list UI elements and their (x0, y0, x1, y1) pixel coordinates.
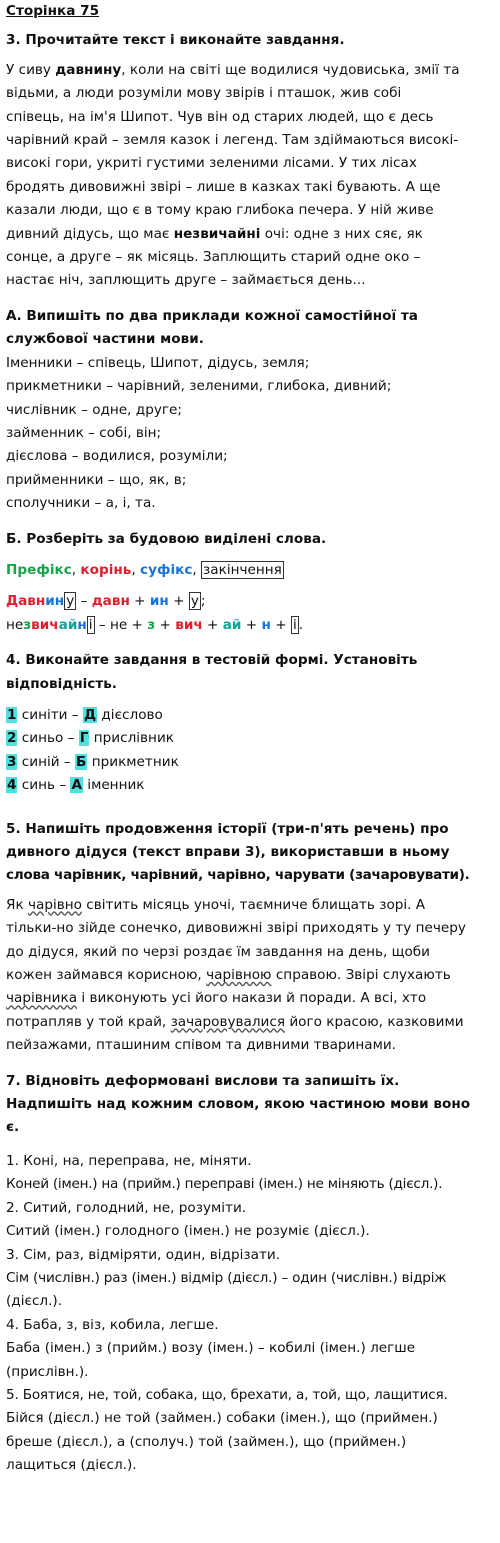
ending: у (66, 593, 75, 610)
highlighted-word: незвичайні (173, 225, 261, 242)
exercise-4 (6, 649, 494, 797)
text-line (6, 987, 494, 1010)
match-row (6, 751, 494, 774)
text-span: очі: одне з них сяє, як (260, 225, 423, 242)
task-a (6, 305, 494, 516)
text-span: світить місяць уночі, таємниче блищать зорі. А (81, 896, 426, 913)
match-word: синь – (17, 777, 71, 794)
text-line: співець, на ім'я Шипот. Чув він од старих людей, що є десь (6, 108, 434, 125)
answer-line: 3. Сім, раз, відміряти, один, відрізати. (6, 1246, 281, 1263)
match-number: 4 (7, 777, 17, 794)
text-span: + (270, 616, 291, 633)
text-span: , (71, 561, 81, 578)
task-b (6, 528, 494, 638)
answer-line: займенник – собі, він; (6, 424, 162, 441)
text-line (6, 1011, 494, 1034)
answer-line: Іменники – співець, Шипот, дідусь, земля; (6, 354, 310, 371)
answer-line: дієслова – водилися, розуміли; (6, 448, 228, 465)
text-span: справою. Звірі слухають (271, 967, 451, 984)
root: давн (91, 593, 130, 610)
answer-line: 2. Ситий, голодний, не, розуміти. (6, 1199, 247, 1216)
exercise-7 (6, 1070, 494, 1478)
text-line: тільки-но зійде сонечко, дивовижні звірі приходять у ту печеру (6, 920, 466, 937)
answer-line: Баба (імен.) з (прийм.) возу (імен.) – кобилі (імен.) легше (6, 1340, 416, 1357)
text-span: Як (6, 896, 28, 913)
exercise-7-heading: 7. Відновіть деформовані вислови та запишіть їх. (6, 1072, 400, 1089)
answer-line: бреше (дієсл.), а (сполуч.) той (займен.), що (приймен.) (6, 1433, 407, 1450)
text-span: + (129, 593, 150, 610)
match-pos: прикметник (87, 753, 179, 770)
text-line: пейзажами, пташиним співом та дивними тваринами. (6, 1037, 397, 1054)
text-line: до дідуся, який по черзі роздає їм завдання на день, щоби (6, 943, 430, 960)
text-line: відьми, а люди розуміли мову звірів і пташок, жив собі (6, 85, 402, 102)
prefix: з (147, 616, 156, 633)
match-pos: дієслово (97, 706, 163, 723)
highlighted-word: давнину (55, 61, 122, 78)
text-line: казали люди, що є в тому краю глибока печера. У ній живе (6, 202, 434, 219)
underlined-word: чарівника (6, 990, 78, 1007)
answer-line: прикметники – чарівний, зеленими, глибока, дивний; (6, 378, 392, 395)
text-span: , (192, 561, 202, 578)
text-span: – не + (94, 616, 148, 633)
task-a-heading: А. Випишіть по два приклади кожної самостійної та (6, 307, 418, 324)
text-span: + (168, 593, 189, 610)
answer-line: Бійся (дієсл.) не той (займен.) собаки (імен.), що (приймен.) (6, 1410, 438, 1427)
prefix-plain: не (6, 616, 24, 633)
text-line: сонце, а друге – як місяць. Заплющить старий одне око – (6, 249, 421, 266)
match-word: синіти – (17, 706, 83, 723)
exercise-5-heading: слова чарівник, чарівний, чарівно, чарувати (зачаровувати). (6, 867, 470, 884)
answer-line: прийменники – що, як, в; (6, 471, 187, 488)
suffix: ин (149, 593, 169, 610)
text-line (6, 59, 494, 82)
match-letter: А (71, 777, 82, 794)
answer-line: Сім (числівн.) раз (імен.) відмір (дієсл.) – один (числівн.) відріж (6, 1269, 447, 1286)
ending: і (292, 616, 297, 633)
answer-line: 1. Коні, на, переправа, не, міняти. (6, 1152, 252, 1169)
word-parse-1 (6, 590, 494, 613)
ending: і (88, 616, 93, 633)
page-title-text: Сторінка 75 (6, 3, 100, 19)
answer-line: сполучники – а, і, та. (6, 495, 156, 512)
text-span: кожен займався корисною, (6, 967, 207, 984)
match-number: 3 (7, 753, 17, 770)
morpheme-legend (6, 559, 494, 582)
legend-ending: закінчення (203, 561, 282, 578)
text-span: + (241, 616, 262, 633)
answer-line: 4. Баба, з, віз, кобила, легше. (6, 1316, 219, 1333)
ending: у (190, 593, 199, 610)
match-pos: прислівник (89, 730, 174, 747)
word-parse-2 (6, 614, 494, 637)
match-row (6, 774, 494, 797)
answer-line: (дієсл.). (6, 1293, 63, 1310)
text-line: чарівний край – земля казок і легенд. Там здіймаються високі- (6, 132, 459, 149)
text-span: потрапляв у той край, (6, 1013, 171, 1030)
text-line: бродять дивовижні звірі – лише в казках такі бувають. А ще (6, 178, 441, 195)
suffix: ай (222, 616, 242, 633)
match-row (6, 727, 494, 750)
text-span: , (131, 561, 141, 578)
answer-line: числівник – одне, друге; (6, 401, 182, 418)
legend-prefix: Префікс (6, 561, 72, 578)
text-span: ; (200, 593, 206, 610)
match-word: синьо – (17, 730, 79, 747)
exercise-4-heading: відповідність. (6, 675, 117, 692)
text-span: У сиву (6, 61, 56, 78)
text-line (6, 964, 494, 987)
exercise-5 (6, 818, 494, 1058)
text-span: , коли на світі ще водилися чудовиська, змії та (121, 61, 460, 78)
text-span: + (202, 616, 223, 633)
answer-line: Коней (імен.) на (прийм.) переправі (імен.) не міняють (дієсл.). (6, 1176, 443, 1193)
exercise-4-heading: 4. Виконайте завдання в тестовій формі. Установіть (6, 652, 418, 669)
text-line: високі гори, укриті густими зеленими лісами. У тих лісах (6, 155, 417, 172)
legend-root: корінь (80, 561, 132, 578)
legend-suffix: суфікс (140, 561, 193, 578)
suffix: н (261, 616, 271, 633)
text-span: – (76, 593, 92, 610)
answer-line: 5. Боятися, не, той, собака, що, брехати, а, той, що, лащитися. (6, 1386, 448, 1403)
task-a-heading: службової частини мови. (6, 331, 204, 348)
suffix: н (77, 616, 87, 633)
root: Давн (6, 593, 46, 610)
suffix: ин (45, 593, 65, 610)
suffix: ай (58, 616, 78, 633)
answer-line: лащиться (дієсл.). (6, 1457, 137, 1474)
match-letter: Б (76, 753, 87, 770)
root: вич (31, 616, 59, 633)
text-line (6, 894, 494, 917)
match-word: синій – (17, 753, 76, 770)
exercise-3-heading: 3. Прочитайте текст і виконайте завдання. (6, 32, 345, 49)
answer-line: (прислівн.). (6, 1363, 89, 1380)
root: вич (175, 616, 203, 633)
answer-line: Ситий (імен.) голодного (імен.) не розуміє (дієсл.). (6, 1223, 370, 1240)
exercise-5-heading: дивного дідуся (текст вправи 3), використавши в ньому (6, 844, 450, 860)
exercise-5-heading: 5. Напишіть продовження історії (три-п'ять речень) про (6, 820, 449, 837)
text-span: . (298, 616, 304, 633)
text-span: + (155, 616, 176, 633)
match-letter: Д (83, 706, 97, 723)
page-title (6, 0, 494, 23)
exercise-7-heading: Надпишіть над кожним словом, якою частиною мови воно (6, 1096, 471, 1113)
text-line (6, 223, 494, 246)
text-span: і виконують усі його накази й поради. А всі, хто (77, 990, 427, 1007)
match-pos: іменник (82, 777, 145, 794)
text-span: його красою, казковими (285, 1013, 464, 1030)
exercise-3-text (6, 59, 494, 293)
task-b-heading: Б. Розберіть за будовою виділені слова. (6, 530, 327, 547)
text-line: настає ніч, заплющить друге – займається день... (6, 272, 366, 289)
exercise-7-heading: є. (6, 1119, 20, 1136)
match-number: 2 (7, 730, 17, 747)
underlined-word: зачаровувалися (170, 1013, 286, 1030)
text-span: дивний дідусь, що має (6, 225, 174, 242)
underlined-word: чарівною (206, 967, 272, 984)
prefix: з (23, 616, 32, 633)
match-row (6, 704, 494, 727)
match-letter: Г (79, 730, 89, 747)
underlined-word: чарівно (27, 896, 82, 913)
match-number: 1 (7, 706, 17, 723)
